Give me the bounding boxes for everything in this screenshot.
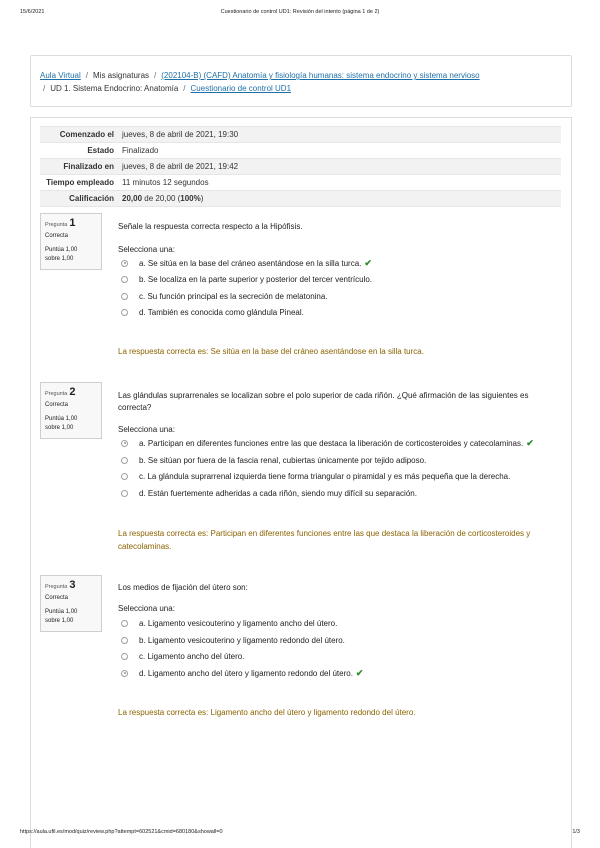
answer-option-1a[interactable] <box>121 257 372 269</box>
grade-percent: 100% <box>180 194 201 203</box>
breadcrumb-separator: / <box>154 71 157 80</box>
question-grade-line1: Puntúa 1,00 <box>45 247 78 253</box>
question-label: Pregunta <box>45 222 68 228</box>
answer-label: c. Ligamento ancho del útero. <box>139 651 245 661</box>
answer-option-2d[interactable] <box>121 487 417 499</box>
print-title: Cuestionario de control UD1: Revisión del intento (página 1 de 2) <box>220 9 380 15</box>
question-grade-line1: Puntúa 1,00 <box>45 609 78 615</box>
answer-label: b. Ligamento vesicouterino y ligamento redondo del útero. <box>139 635 345 645</box>
question-state: Correcta <box>45 233 69 239</box>
breadcrumb-separator: / <box>85 71 88 80</box>
question-info-1 <box>40 213 102 270</box>
breadcrumb-separator: / <box>183 84 186 93</box>
breadcrumb-mis-asignaturas: Mis asignaturas <box>93 71 150 80</box>
radio-button[interactable] <box>121 293 128 300</box>
grade-close: ) <box>200 194 204 203</box>
radio-button[interactable] <box>121 309 128 316</box>
summary-row-finished <box>40 158 561 174</box>
answer-option-1b[interactable] <box>121 273 372 285</box>
question-number <box>45 388 97 399</box>
radio-button[interactable] <box>121 457 128 464</box>
radio-button[interactable] <box>121 653 128 660</box>
summary-row-started <box>40 126 561 142</box>
answer-option-2c[interactable] <box>121 470 510 482</box>
question-grade-line2: sobre 1,00 <box>45 425 74 431</box>
grade-rest: de 20,00 ( <box>142 194 181 203</box>
summary-row-grade <box>40 190 561 207</box>
answer-option-1d[interactable] <box>121 306 304 318</box>
answer-option-2a[interactable] <box>121 437 534 449</box>
question-number <box>45 219 97 230</box>
breadcrumb-aula-virtual[interactable]: Aula Virtual <box>40 71 81 80</box>
answer-label: a. Ligamento vesicouterino y ligamento ancho del útero. <box>139 618 338 628</box>
radio-button-checked[interactable] <box>121 260 128 267</box>
radio-button[interactable] <box>121 637 128 644</box>
answer-label: d. También es conocida como glándula Pineal. <box>139 307 304 317</box>
radio-button-checked[interactable] <box>121 440 128 447</box>
question-number <box>45 581 97 592</box>
question-grade-line1: Puntúa 1,00 <box>45 416 78 422</box>
question-number-value: 1 <box>69 217 76 229</box>
question-prompt-1: Selecciona una: <box>118 245 175 254</box>
question-state: Correcta <box>45 595 69 601</box>
question-prompt-2: Selecciona una: <box>118 425 175 434</box>
answer-label: c. La glándula suprarrenal izquierda tiene forma triangular o piramidal y es más pequeña que la derecha. <box>139 471 511 481</box>
question-prompt-3: Selecciona una: <box>118 604 175 613</box>
summary-label: Calificación <box>69 194 114 203</box>
question-number-value: 2 <box>69 386 76 398</box>
breadcrumb-unit: UD 1. Sistema Endocrino: Anatomía <box>50 84 179 93</box>
summary-label: Tiempo empleado <box>46 178 114 187</box>
question-info-3 <box>40 575 102 632</box>
grade-score: 20,00 <box>122 194 143 203</box>
attempt-summary-table <box>40 126 561 207</box>
answer-option-3a[interactable] <box>121 617 337 629</box>
summary-row-time <box>40 174 561 190</box>
check-icon: ✔ <box>364 257 372 268</box>
question-feedback-1: La respuesta correcta es: Se sitúa en la base del cráneo asentándose en la silla turca. <box>118 347 424 356</box>
answer-label: a. Participan en diferentes funciones entre las que destaca la liberación de corticosteroides y catecolaminas. <box>139 438 524 448</box>
breadcrumb <box>30 55 572 107</box>
summary-label: Estado <box>87 146 114 155</box>
summary-value <box>120 191 561 206</box>
answer-label: d. Ligamento ancho del útero y ligamento redondo del útero. <box>139 668 353 678</box>
radio-button[interactable] <box>121 473 128 480</box>
radio-button[interactable] <box>121 490 128 497</box>
question-label: Pregunta <box>45 391 68 397</box>
answer-label: d. Están fuertemente adheridas a cada riñón, siendo muy difícil su separación. <box>139 488 417 498</box>
question-text-1: Señale la respuesta correcta respecto a la Hipófisis. <box>118 222 303 231</box>
question-feedback-3: La respuesta correcta es: Ligamento ancho del útero y ligamento redondo del útero. <box>118 708 416 717</box>
answer-option-3d[interactable] <box>121 667 363 679</box>
summary-row-state <box>40 142 561 158</box>
answer-label: b. Se localiza en la parte superior y posterior del tercer ventrículo. <box>139 274 373 284</box>
radio-button[interactable] <box>121 276 128 283</box>
question-grade-line2: sobre 1,00 <box>45 256 74 262</box>
question-feedback-2: La respuesta correcta es: Participan en diferentes funciones entre las que destaca la liberación de corticosteroides y catecolaminas. <box>118 529 531 551</box>
check-icon: ✔ <box>355 667 364 678</box>
answer-option-2b[interactable] <box>121 454 426 466</box>
radio-button[interactable] <box>121 620 128 627</box>
answer-option-3c[interactable] <box>121 650 244 662</box>
summary-label: Comenzado el <box>59 130 114 139</box>
radio-button-checked[interactable] <box>121 670 128 677</box>
summary-label: Finalizado en <box>63 162 114 171</box>
summary-value: jueves, 8 de abril de 2021, 19:42 <box>122 162 239 171</box>
summary-value: jueves, 8 de abril de 2021, 19:30 <box>122 130 239 139</box>
summary-value: Finalizado <box>122 146 159 155</box>
question-number-value: 3 <box>69 579 76 591</box>
print-date: 15/6/2021 <box>20 9 45 15</box>
print-url: https://aula.ufil.es/mod/quiz/review.php?attempt=602521&cmid=680180&showall=0 <box>20 829 223 835</box>
answer-option-1c[interactable] <box>121 290 328 302</box>
answer-label: a. Se sitúa en la base del cráneo asentándose en la silla turca. <box>139 258 362 268</box>
question-grade-line2: sobre 1,00 <box>45 618 74 624</box>
answer-label: c. Su función principal es la secreción de melatonina. <box>139 291 328 301</box>
breadcrumb-separator: / <box>43 84 46 93</box>
question-text-3: Los medios de fijación del útero son: <box>118 583 248 592</box>
answer-label: b. Se sitúan por fuera de la fascia renal, cubiertas únicamente por tejido adiposo. <box>139 455 427 465</box>
answer-option-3b[interactable] <box>121 634 345 646</box>
breadcrumb-quiz[interactable]: Cuestionario de control UD1 <box>190 84 292 93</box>
question-text-2: Las glándulas suprarrenales se localizan sobre el polo superior de cada riñón. ¿Qué afirmación de las siguientes es correcta? <box>118 391 529 412</box>
check-icon: ✔ <box>526 437 534 448</box>
question-state: Correcta <box>45 402 69 408</box>
question-info-2 <box>40 382 102 439</box>
print-page-number: 1/3 <box>572 829 580 835</box>
question-label: Pregunta <box>45 584 68 590</box>
summary-value: 11 minutos 12 segundos <box>122 178 209 187</box>
breadcrumb-course[interactable]: (202104-B) (CAFD) Anatomía y fisiología humanas: sistema endocrino y sistema nervioso <box>161 71 480 80</box>
